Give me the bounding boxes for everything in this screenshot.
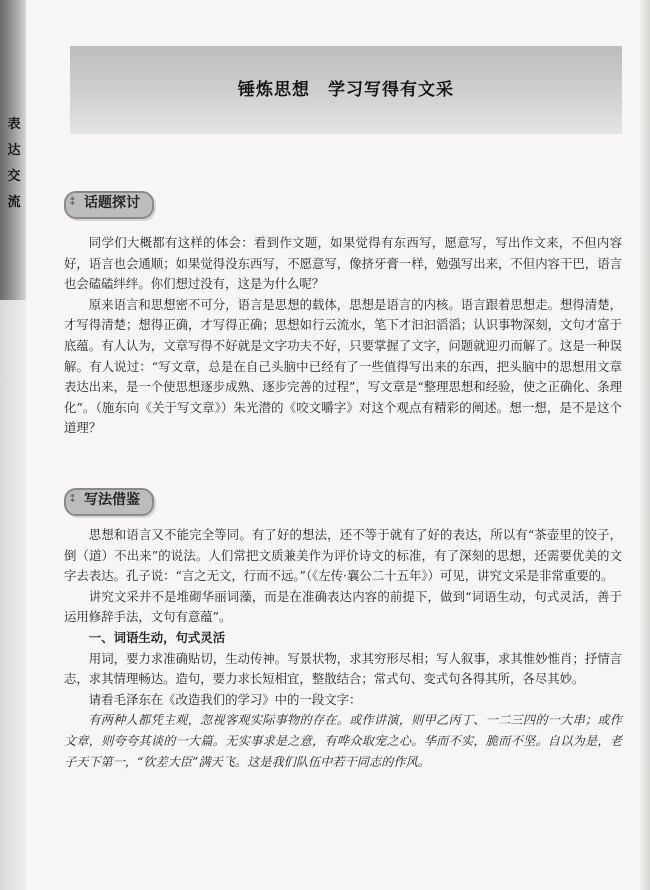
side-label: [6, 112, 22, 216]
side-label-char: 表: [7, 117, 21, 132]
title-banner: [70, 46, 622, 134]
subheading: 一、词语生动，句式灵活: [88, 629, 226, 645]
section-label-topic: ⁑ 话题探讨: [64, 191, 154, 219]
page-edge: [640, 0, 650, 890]
paragraph: 思想和语言又不能完全等同。有了好的想法，还不等于就有了好的表达，所以有“茶壶里的饺子，倒（道）不出来”的说法。人们常把文质兼美作为评价诗文的标准，有了深刻的思想，还需要优美的文字去表达。孔子说：“言之无文，行而不远。”（《左传·襄公二十五年》）可见，讲究文采是非常重要的。: [64, 527, 622, 584]
side-label-char: 达: [7, 143, 21, 158]
side-label-char: 流: [7, 195, 21, 210]
quote-block: 有两种人都凭主观，忽视客观实际事物的存在。或作讲演，则甲乙丙丁、一二三四的一大串；或作文章，则夸夸其谈的一大篇。无实事求是之意，有哗众取宠之心。华而不实，脆而不坚。自以为是，老子天下第一，“钦差大臣”满天飞。这是我们队伍中若干同志的作风。: [64, 713, 622, 769]
page-title: 锤炼思想 学习写得有文采: [238, 80, 454, 100]
section-label-method: ⁑ 写法借鉴: [64, 488, 154, 516]
side-label-char: 交: [7, 169, 21, 184]
paragraph: 讲究文采并不是堆砌华丽词藻，而是在准确表达内容的前提下，做到“词语生动，句式灵活，善于运用修辞手法，文句有意蕴”。: [64, 588, 622, 625]
paragraph: 用词，要力求准确贴切，生动传神。写景状物，求其穷形尽相；写人叙事，求其惟妙惟肖；抒情言志，求其情理畅达。造句，要力求长短相宜，整散结合；常式句、变式句各得其所，各尽其妙。: [64, 650, 622, 687]
paragraph: 原来语言和思想密不可分，语言是思想的载体，思想是语言的内核。语言跟着思想走。想得清楚，才写得清楚；想得正确，才写得正确；思想如行云流水，笔下才汩汩滔滔；认识事物深刻，文句才富于底蕴。有人认为，文章写得不好就是文字功夫不好，只要掌握了文字，问题就迎刃而解了。这是一种误解。有人说过：“写文章，总是在自己头脑中已经有了一些值得写出来的东西，把头脑中的思想用文章表达出来，是一个使思想逐步成熟、逐步完善的过程”，写文章是“整理思想和经验，使之正确化、条理化”。（施东向《关于写文章》）朱光潜的《咬文嚼字》对这个观点有精彩的阐述。想一想，是不是这个道理？: [64, 296, 622, 436]
section-body-topic: [64, 233, 622, 439]
paragraph: 请看毛泽东在《改造我们的学习》中的一段文字：: [88, 691, 362, 707]
section-body-method: [64, 525, 622, 772]
paragraph: 同学们大概都有这样的体会：看到作文题，如果觉得有东西写，愿意写，写出作文来，不但内容好，语言也会通顺；如果觉得没东西写，不愿意写，像挤牙膏一样，勉强写出来，不但内容干巴，语言也会磕磕绊绊。你们想过没有，这是为什么呢？: [64, 235, 622, 292]
